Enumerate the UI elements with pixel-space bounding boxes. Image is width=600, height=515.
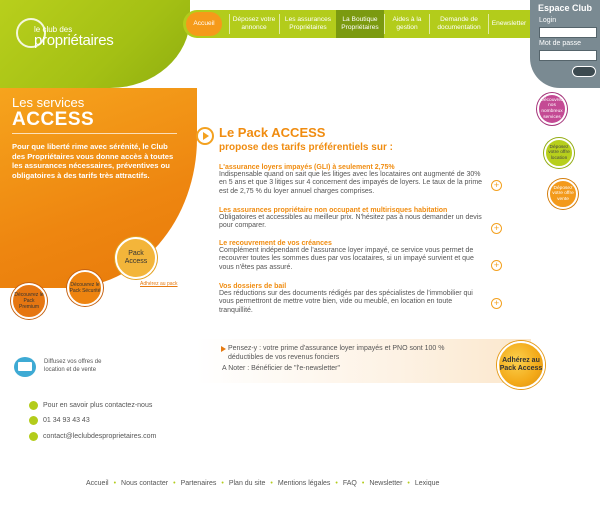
nav-documentation[interactable]: Demande de documentation xyxy=(437,16,481,31)
footer-link[interactable]: Lexique xyxy=(414,480,440,487)
logo-text-small: le club des xyxy=(34,25,73,34)
footer-link[interactable]: Partenaires xyxy=(180,480,217,487)
expand-plus-icon[interactable]: + xyxy=(491,180,502,191)
password-label: Mot de passe xyxy=(539,40,582,47)
services-panel xyxy=(0,88,197,288)
login-label: Login xyxy=(539,17,557,24)
footer-link[interactable]: Mentions légales xyxy=(277,480,331,487)
footer-nav xyxy=(86,480,526,487)
offer-heading: Les assurances propriétaire non occupant et multirisques habitation xyxy=(219,207,448,214)
footer-link[interactable]: Nous contacter xyxy=(121,480,169,487)
expand-plus-icon[interactable]: + xyxy=(491,260,502,271)
offer-heading: Vos dossiers de bail xyxy=(219,283,287,290)
offer-text: Indispensable quand on sait que les litiges avec les locataires ont augmenté de 30% en 5 ans et que 3 litiges sur 4 concernent des impayés de loyers. Le taux de la prime est de 2,75 % du loyer annuel charges comprises. xyxy=(219,171,483,195)
nav-enewsletter[interactable]: Enewsletter xyxy=(491,20,527,27)
contact-email-text[interactable]: contact@leclubdesproprietaires.com xyxy=(43,433,157,440)
footer-bullet: • xyxy=(270,480,273,487)
footer-bullet: • xyxy=(335,480,338,487)
services-access: ACCESS xyxy=(12,109,95,130)
footer-bullet: • xyxy=(113,480,117,487)
offer-text: Complément indépendant de l'assurance loyer impayé, ce service vous permet de recouvrer toutes les sommes dues par vos locataires, si un impayé survient et que vous n'êtes pas assuré. xyxy=(219,247,474,271)
password-input[interactable] xyxy=(539,50,597,61)
pack-access-button[interactable]: Pack Access xyxy=(115,237,157,279)
footer-link[interactable]: Accueil xyxy=(86,480,109,487)
adherez-pack-link[interactable]: Adhérez au pack xyxy=(140,281,178,287)
main-nav xyxy=(183,10,530,38)
login-submit-button[interactable] xyxy=(572,66,596,77)
logo-text-big: propriétaires xyxy=(34,32,114,49)
espace-club-title: Espace Club xyxy=(538,3,593,13)
services-text: Pour que liberté rime avec sérénité, le Club des Propriétaires vous donne accès à toutes les assurances nécessaires, préventives ou obligatoires à des tarifs très attractifs. xyxy=(12,142,174,180)
nav-deposez-annonce[interactable]: Déposez votre annonce xyxy=(232,16,276,31)
contact-intro xyxy=(29,401,189,410)
bubble-offre-vente[interactable]: Déposez votre offre vente xyxy=(548,179,578,209)
pack-securite-button[interactable]: Découvrez le Pack Sécurité xyxy=(67,270,103,306)
services-title: Les services xyxy=(12,95,85,110)
page-title: Le Pack ACCESS xyxy=(219,125,326,140)
pensez-text: Pensez-y : votre prime d'assurance loyer impayés et PNO sont 100 % déductibles de vos revenus fonciers xyxy=(228,345,445,361)
phone-icon xyxy=(29,416,38,425)
nav-aides[interactable]: Aides à la gestion xyxy=(392,16,422,31)
anoter-link[interactable]: A Noter : Bénéficier de "l'e-newsletter" xyxy=(222,365,340,372)
contact-intro-text: Pour en savoir plus contactez-nous xyxy=(43,402,153,409)
footer-link[interactable]: FAQ xyxy=(342,480,357,487)
play-icon xyxy=(196,127,214,145)
contact-phone xyxy=(29,416,189,425)
offer-item xyxy=(219,207,484,231)
offer-item xyxy=(219,283,484,315)
footer-bullet: • xyxy=(221,480,224,487)
info-icon xyxy=(29,401,38,410)
footer-link[interactable]: Newsletter xyxy=(369,480,403,487)
login-input[interactable] xyxy=(539,27,597,38)
footer-bullet: • xyxy=(407,480,410,487)
diffusez-link[interactable]: Diffusez vos offres de location et de vente xyxy=(44,359,102,373)
divider xyxy=(12,133,177,134)
pack-premium-button[interactable]: Découvrez le Pack Premium xyxy=(11,283,47,319)
nav-boutique[interactable]: La Boutique Propriétaires xyxy=(336,10,384,38)
bubble-offre-location[interactable]: Déposez votre offre location xyxy=(544,138,574,168)
offer-heading: Le recouvrement de vos créances xyxy=(219,240,332,247)
logo[interactable] xyxy=(0,0,190,88)
offer-text: Obligatoires et accessibles au meilleur prix. N'hésitez pas à nous demander un devis pour comparer. xyxy=(219,214,482,230)
offer-text: Des réductions sur des documents rédigés par des spécialistes de l'immobilier qui vous permettront de mettre votre bien, vide ou meublé, en location en toute tranquillité. xyxy=(219,290,473,314)
page-subtitle: propose des tarifs préférentiels sur : xyxy=(219,142,393,153)
footer-bullet: • xyxy=(361,480,365,487)
contact-phone-text: 01 34 93 43 43 xyxy=(43,417,90,424)
expand-plus-icon[interactable]: + xyxy=(491,298,502,309)
contact-email[interactable] xyxy=(29,432,189,441)
nav-accueil[interactable]: Accueil xyxy=(186,12,222,36)
bubble-services[interactable]: Découvrez nos nombreux services xyxy=(537,93,567,125)
offer-heading: L'assurance loyers impayés (GLI) à seulement 2,75% xyxy=(219,164,395,171)
screen-icon[interactable] xyxy=(14,357,36,377)
footer-link[interactable]: Plan du site xyxy=(228,480,266,487)
arrow-right-icon xyxy=(221,346,226,352)
nav-assurances[interactable]: Les assurances Propriétaires xyxy=(284,16,332,31)
adherez-pack-access-button[interactable]: Adhérez au Pack Access xyxy=(497,341,545,389)
offer-item xyxy=(219,164,484,196)
expand-plus-icon[interactable]: + xyxy=(491,223,502,234)
email-icon xyxy=(29,432,38,441)
footer-bullet: • xyxy=(173,480,176,487)
offer-item xyxy=(219,240,484,272)
